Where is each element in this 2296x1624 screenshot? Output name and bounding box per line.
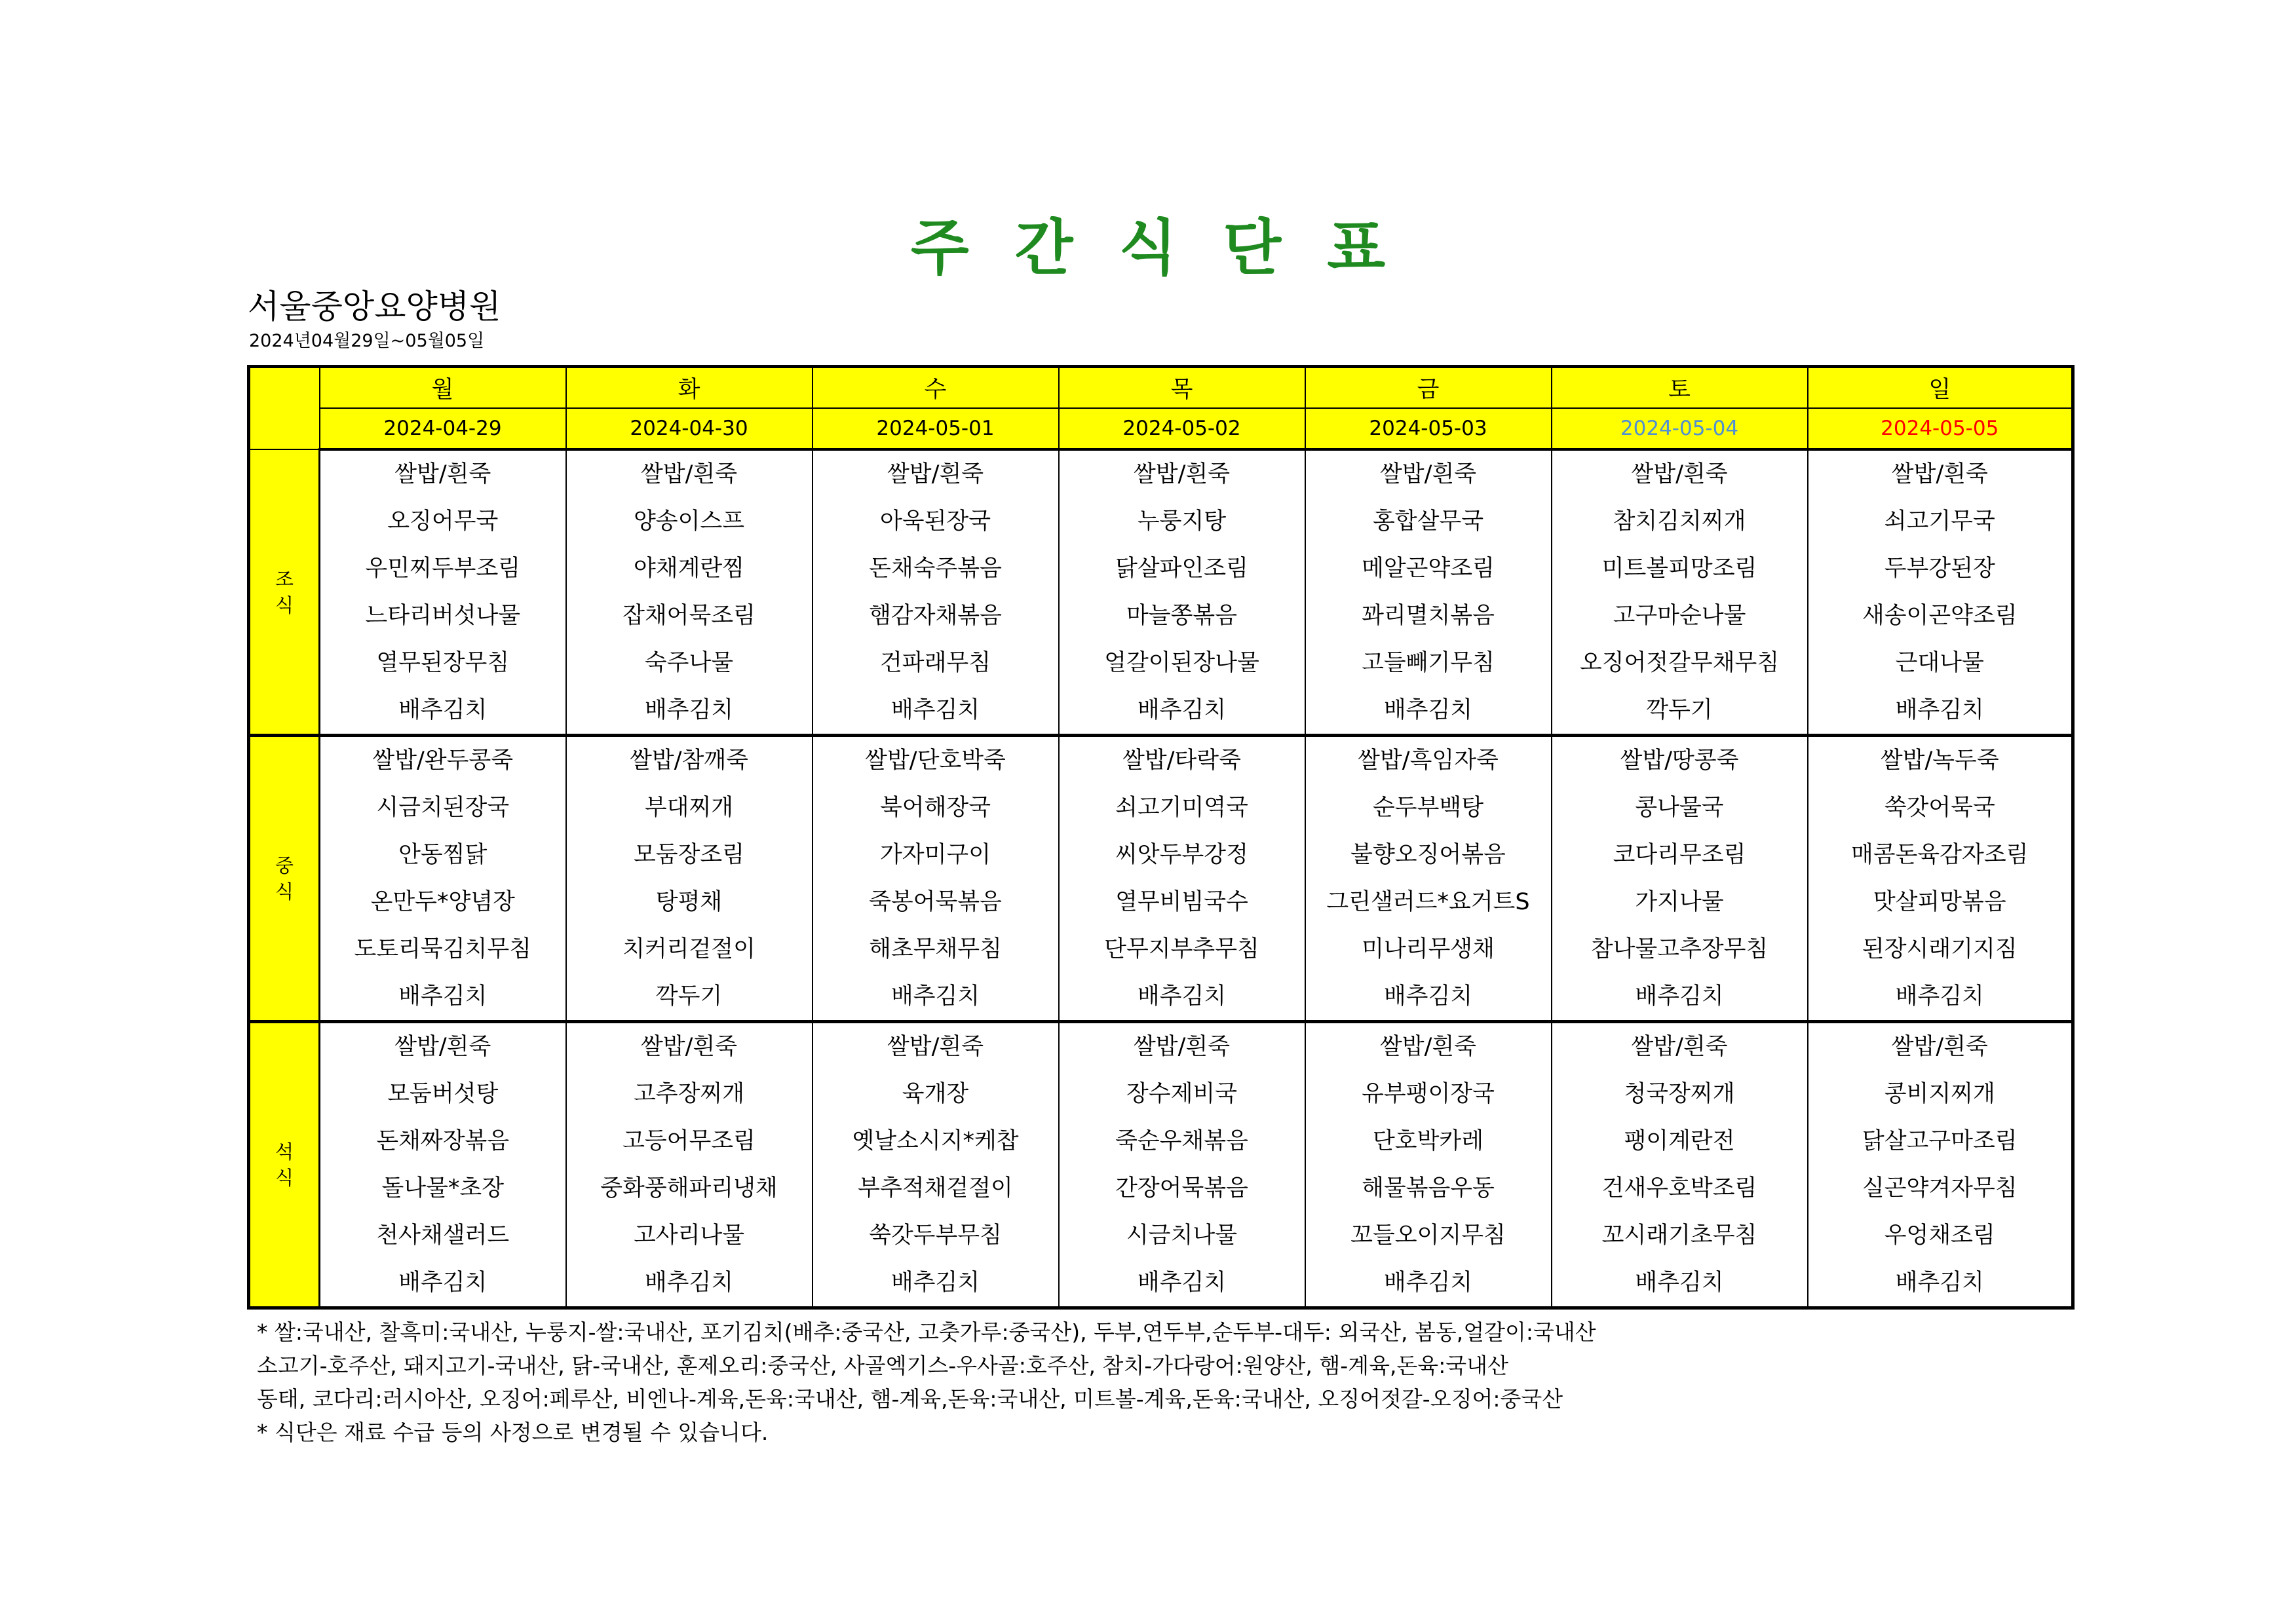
- menu-cell: [813, 736, 1059, 1022]
- dish-item: 배추김치: [1383, 697, 1473, 723]
- dish-item: 닭살고구마조림: [1862, 1128, 2018, 1154]
- dish-item: 온만두*양념장: [370, 889, 515, 915]
- dish-item: 고추장찌개: [633, 1081, 745, 1107]
- day-name-row: [249, 367, 2073, 409]
- dish-item: 배추김치: [1895, 983, 1984, 1010]
- dish-item: 열무된장무침: [376, 650, 510, 676]
- menu-cell: [566, 449, 813, 736]
- dish-item: 불향오징어볶음: [1350, 842, 1506, 868]
- menu-cell: [813, 1022, 1059, 1308]
- menu-cell: [1305, 1022, 1552, 1308]
- dish-item: 꽈리멸치볶음: [1362, 603, 1495, 629]
- day-date-4: 2024-05-03: [1305, 408, 1552, 449]
- dish-item: 쌀밥/흰죽: [640, 1034, 738, 1060]
- dish-item: 아욱된장국: [879, 508, 991, 535]
- dish-item: 해물볶음우동: [1362, 1175, 1495, 1201]
- meal-row: [249, 736, 2073, 1022]
- dish-item: 쌀밥/흰죽: [1891, 1034, 1988, 1060]
- dish-item: 홍합살무국: [1372, 508, 1484, 535]
- dish-item: 배추김치: [1137, 1270, 1227, 1296]
- menu-cell: [1305, 736, 1552, 1022]
- dish-item: 쇠고기미역국: [1115, 795, 1248, 821]
- dish-item: 안동찜닭: [398, 842, 488, 868]
- dish-item: 쌀밥/흰죽: [1379, 461, 1477, 487]
- meal-label: [249, 1022, 320, 1308]
- menu-cell: [1808, 1022, 2073, 1308]
- dish-item: 쌀밥/흰죽: [1891, 461, 1988, 487]
- dish-item: 육개장: [902, 1081, 969, 1107]
- date-range: 2024년04월29일~05월05일: [249, 331, 485, 351]
- dish-item: 꼬시래기초무침: [1601, 1222, 1757, 1249]
- dish-item: 북어해장국: [879, 795, 991, 821]
- dish-item: 오징어무국: [387, 508, 499, 535]
- dish-item: 콩나물국: [1635, 795, 1724, 821]
- dish-item: 누룽지탕: [1137, 508, 1227, 535]
- menu-cell: [1808, 736, 2073, 1022]
- dish-item: 고사리나물: [633, 1222, 745, 1249]
- weekly-menu-table: [247, 365, 2075, 1310]
- dish-item: 배추김치: [1635, 983, 1724, 1010]
- dish-item: 부대찌개: [644, 795, 734, 821]
- menu-cell: [1059, 449, 1305, 736]
- dish-item: 부추적채겉절이: [858, 1175, 1013, 1201]
- dish-item: 옛날소시지*케찹: [852, 1128, 1019, 1154]
- dish-item: 쌀밥/흰죽: [394, 461, 491, 487]
- dish-item: 쌀밥/흰죽: [887, 1034, 984, 1060]
- dish-item: 배추김치: [398, 1270, 488, 1296]
- day-date-2: 2024-05-01: [813, 408, 1059, 449]
- dish-item: 가지나물: [1635, 889, 1724, 915]
- dish-item: 배추김치: [1635, 1270, 1724, 1296]
- dish-item: 해초무채무침: [869, 936, 1002, 962]
- dish-item: 돈채숙주볶음: [869, 556, 1002, 582]
- dish-item: 배추김치: [1895, 697, 1984, 723]
- dish-item: 쌀밥/녹두죽: [1880, 747, 1999, 774]
- dish-item: 닭살파인조림: [1115, 556, 1248, 582]
- dish-item: 고등어무조림: [622, 1128, 756, 1154]
- dish-item: 도토리묵김치무침: [354, 936, 531, 962]
- dish-item: 장수제비국: [1126, 1081, 1238, 1107]
- dish-item: 씨앗두부강정: [1115, 842, 1248, 868]
- dish-item: 시금치된장국: [376, 795, 510, 821]
- meal-label: [249, 449, 320, 736]
- dish-item: 쌀밥/흰죽: [887, 461, 984, 487]
- dish-item: 배추김치: [398, 983, 488, 1010]
- meal-row: [249, 449, 2073, 736]
- dish-item: 순두부백탕: [1372, 795, 1484, 821]
- dish-item: 쌀밥/흰죽: [1379, 1034, 1477, 1060]
- dish-item: 배추김치: [1895, 1270, 1984, 1296]
- footnote-line: * 식단은 재료 수급 등의 사정으로 변경될 수 있습니다.: [257, 1420, 769, 1445]
- dish-item: 건새우호박조림: [1601, 1175, 1757, 1201]
- day-name-1: 화: [566, 367, 813, 409]
- dish-item: 죽순우채볶음: [1115, 1128, 1248, 1154]
- dish-item: 쌀밥/흰죽: [1133, 461, 1231, 487]
- dish-item: 배추김치: [1383, 1270, 1473, 1296]
- dish-item: 단호박카레: [1372, 1128, 1484, 1154]
- dish-item: 쑥갓두부무침: [869, 1222, 1002, 1249]
- dish-item: 쌀밥/흰죽: [394, 1034, 491, 1060]
- dish-item: 팽이계란전: [1624, 1128, 1735, 1154]
- dish-item: 쑥갓어묵국: [1884, 795, 1995, 821]
- menu-cell: [566, 1022, 813, 1308]
- dish-item: 깍두기: [655, 983, 723, 1010]
- dish-item: 미트볼피망조림: [1601, 556, 1757, 582]
- dish-item: 쌀밥/땅콩죽: [1620, 747, 1739, 774]
- dish-item: 배추김치: [1137, 983, 1227, 1010]
- dish-item: 가자미구이: [879, 842, 991, 868]
- dish-item: 콩비지찌개: [1884, 1081, 1995, 1107]
- day-name-4: 금: [1305, 367, 1552, 409]
- footnote-line: 소고기-호주산, 돼지고기-국내산, 닭-국내산, 훈제오리:중국산, 사골엑기스-우사골:호주산, 참치-가다랑어:원양산, 햄-계육,돈육:국내산: [257, 1353, 1508, 1378]
- dish-item: 죽봉어묵볶음: [869, 889, 1002, 915]
- dish-item: 미나리무생채: [1362, 936, 1495, 962]
- dish-item: 쌀밥/단호박죽: [865, 747, 1006, 774]
- dish-item: 참나물고추장무침: [1590, 936, 1769, 962]
- dish-item: 천사채샐러드: [376, 1222, 510, 1249]
- menu-cell: [320, 736, 566, 1022]
- dish-item: 쌀밥/흰죽: [1631, 461, 1728, 487]
- meal-label-text: 석식: [275, 1141, 294, 1189]
- menu-cell: [566, 736, 813, 1022]
- dish-item: 그린샐러드*요거트S: [1326, 889, 1530, 915]
- dish-item: 쌀밥/완두콩죽: [372, 747, 514, 774]
- dish-item: 잡채어묵조림: [622, 603, 756, 629]
- menu-cell: [1552, 736, 1808, 1022]
- footnotes: [257, 1315, 1596, 1449]
- menu-cell: [1305, 449, 1552, 736]
- menu-cell: [1552, 449, 1808, 736]
- dish-item: 중화풍해파리냉채: [600, 1175, 778, 1201]
- meal-label-text: 중식: [275, 854, 294, 903]
- day-name-3: 목: [1059, 367, 1305, 409]
- menu-cell: [1552, 1022, 1808, 1308]
- dish-item: 배추김치: [644, 697, 734, 723]
- dish-item: 유부팽이장국: [1362, 1081, 1495, 1107]
- footnote-line: * 쌀:국내산, 찰흑미:국내산, 누룽지-쌀:국내산, 포기김치(배추:중국산, 고춧가루:중국산), 두부,연두부,순두부-대두: 외국산, 봄동,얼갈이:국내산: [257, 1319, 1596, 1345]
- dish-item: 배추김치: [1383, 983, 1473, 1010]
- hospital-name: 서울중앙요양병원: [248, 288, 501, 326]
- menu-cell: [320, 1022, 566, 1308]
- dish-item: 배추김치: [890, 983, 980, 1010]
- dish-item: 느타리버섯나물: [365, 603, 521, 629]
- corner-cell: [249, 367, 320, 450]
- menu-cell: [1059, 736, 1305, 1022]
- menu-cell: [1059, 1022, 1305, 1308]
- dish-item: 새송이곤약조림: [1862, 603, 2018, 629]
- dish-item: 배추김치: [890, 697, 980, 723]
- dish-item: 쌀밥/타락죽: [1122, 747, 1241, 774]
- dish-item: 단무지부추무침: [1104, 936, 1259, 962]
- dish-item: 배추김치: [398, 697, 488, 723]
- day-date-1: 2024-04-30: [566, 408, 813, 449]
- day-date-5: 2024-05-04: [1552, 408, 1808, 449]
- dish-item: 배추김치: [1137, 697, 1227, 723]
- menu-cell: [813, 449, 1059, 736]
- dish-item: 모둠버섯탕: [387, 1081, 499, 1107]
- dish-item: 쌀밥/흑임자죽: [1358, 747, 1499, 774]
- dish-item: 고들빼기무침: [1362, 650, 1495, 676]
- dish-item: 치커리겉절이: [622, 936, 756, 962]
- dish-item: 야채계란찜: [633, 556, 745, 582]
- dish-item: 매콤돈육감자조림: [1851, 842, 2029, 868]
- dish-item: 참치김치찌개: [1613, 508, 1746, 535]
- dish-item: 햄감자채볶음: [869, 603, 1002, 629]
- dish-item: 우민찌두부조림: [365, 556, 521, 582]
- date-row: [249, 408, 2073, 449]
- dish-item: 탕평채: [655, 889, 723, 915]
- dish-item: 오징어젓갈무채무침: [1579, 650, 1780, 676]
- dish-item: 코다리무조림: [1613, 842, 1746, 868]
- dish-item: 시금치나물: [1126, 1222, 1238, 1249]
- footnote-line: 동태, 코다리:러시아산, 오징어:페루산, 비엔나-계육,돈육:국내산, 햄-계육,돈육:국내산, 미트볼-계육,돈육:국내산, 오징어젓갈-오징어:중국산: [257, 1386, 1563, 1412]
- dish-item: 모둠장조림: [633, 842, 745, 868]
- dish-item: 쌀밥/흰죽: [1133, 1034, 1231, 1060]
- day-date-6: 2024-05-05: [1808, 408, 2073, 449]
- dish-item: 된장시래기지짐: [1862, 936, 2018, 962]
- menu-cell: [320, 449, 566, 736]
- dish-item: 메알곤약조림: [1362, 556, 1495, 582]
- day-name-6: 일: [1808, 367, 2073, 409]
- dish-item: 근대나물: [1895, 650, 1984, 676]
- dish-item: 돈채짜장볶음: [376, 1128, 510, 1154]
- dish-item: 꼬들오이지무침: [1350, 1222, 1506, 1249]
- menu-cell: [1808, 449, 2073, 736]
- dish-item: 쌀밥/참깨죽: [630, 747, 748, 774]
- dish-item: 양송이스프: [633, 508, 745, 535]
- page-title: 주간식단표: [910, 213, 1432, 283]
- dish-item: 건파래무침: [879, 650, 991, 676]
- dish-item: 마늘쫑볶음: [1126, 603, 1238, 629]
- dish-item: 간장어묵볶음: [1115, 1175, 1248, 1201]
- dish-item: 쇠고기무국: [1884, 508, 1995, 535]
- dish-item: 쌀밥/흰죽: [640, 461, 738, 487]
- dish-item: 열무비빔국수: [1115, 889, 1248, 915]
- dish-item: 배추김치: [890, 1270, 980, 1296]
- meal-label-text: 조식: [275, 567, 294, 616]
- dish-item: 숙주나물: [644, 650, 734, 676]
- meal-label: [249, 736, 320, 1022]
- day-date-0: 2024-04-29: [320, 408, 566, 449]
- day-name-0: 월: [320, 367, 566, 409]
- day-date-3: 2024-05-02: [1059, 408, 1305, 449]
- dish-item: 맛살피망볶음: [1873, 889, 2006, 915]
- dish-item: 실곤약겨자무침: [1862, 1175, 2018, 1201]
- day-name-2: 수: [813, 367, 1059, 409]
- dish-item: 깍두기: [1646, 697, 1713, 723]
- meal-row: [249, 1022, 2073, 1308]
- dish-item: 배추김치: [644, 1270, 734, 1296]
- dish-item: 두부강된장: [1884, 556, 1995, 582]
- dish-item: 청국장찌개: [1624, 1081, 1735, 1107]
- dish-item: 고구마순나물: [1613, 603, 1746, 629]
- dish-item: 우엉채조림: [1884, 1222, 1995, 1249]
- dish-item: 돌나물*초장: [381, 1175, 505, 1201]
- day-name-5: 토: [1552, 367, 1808, 409]
- dish-item: 얼갈이된장나물: [1104, 650, 1259, 676]
- dish-item: 쌀밥/흰죽: [1631, 1034, 1728, 1060]
